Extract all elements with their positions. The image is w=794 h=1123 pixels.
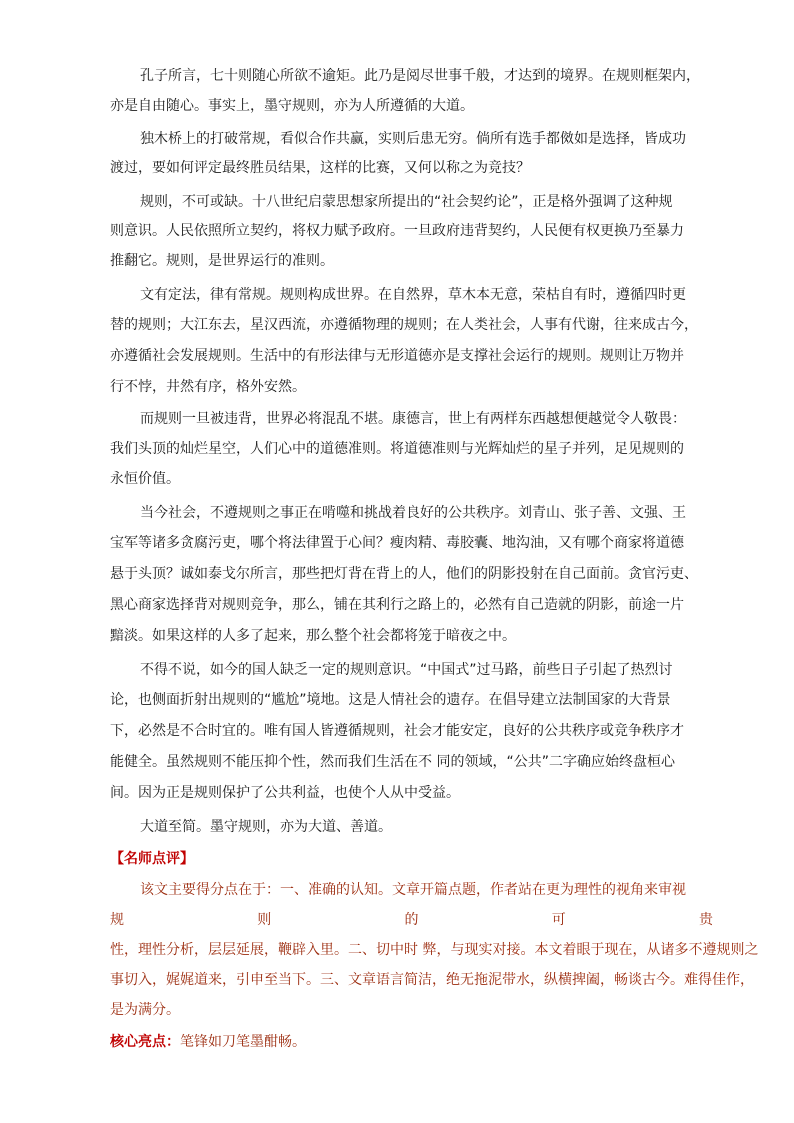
highlight-line — [110, 1032, 306, 1052]
p3-line3: 推翻它。规则，是世界运行的准则。 — [110, 253, 334, 269]
comment-line2-char: 可 — [551, 912, 566, 928]
p6-line5: 黯淡。如果这样的人多了起来，那么整个社会都将笼于暗夜之中。 — [110, 628, 516, 644]
comment-line3: 性，理性分析，层层延展，鞭辟入里。二、切中时 弊，与现实对接。本文着眼于现在，从诸多不遵规则之 — [110, 942, 759, 958]
p4-line1: 文有定法，律有常规。规则构成世界。在自然界，草木本无意，荣枯自有时，遵循四时更 — [140, 287, 686, 303]
comment-line5: 是为满分。 — [110, 1002, 180, 1018]
comment-line2-char: 则 — [257, 912, 272, 928]
comment-line2 — [110, 910, 713, 930]
p8-line1: 大道至简。墨守规则，亦为大道、善道。 — [140, 819, 392, 835]
comment-line2-char: 的 — [404, 912, 419, 928]
p6-line3: 悬于头顶？诚如泰戈尔所言，那些把灯背在背上的人，他们的阴影投射在自己面前。贪官污吏、 — [110, 566, 698, 582]
highlight-text: 笔锋如刀笔墨酣畅。 — [180, 1034, 306, 1050]
comment-line2-char: 规 — [110, 912, 124, 928]
p3-line2: 则意识。人民依照所立契约，将权力赋予政府。一旦政府违背契约，人民便有权更换乃至暴力 — [110, 223, 684, 239]
p5-line3: 永恒价值。 — [110, 471, 180, 487]
p6-line1: 当今社会，不遵规则之事正在啃噬和挑战着良好的公共秩序。刘青山、张子善、文强、王 — [140, 505, 686, 521]
p2-line2: 渡过，要如何评定最终胜员结果，这样的比赛，又何以称之为竞技？ — [110, 160, 530, 176]
p4-line3: 亦遵循社会发展规则。生活中的有形法律与无形道德亦是支撑社会运行的规则。规则让万物并 — [110, 348, 684, 364]
p2-line1: 独木桥上的打破常规，看似合作共赢，实则后患无穷。倘所有选手都傚如是选择，皆成功 — [140, 131, 686, 147]
p3-line1: 规则，不可或缺。十八世纪启蒙思想家所提出的“社会契约论”，正是格外强调了这种规 — [140, 194, 673, 210]
p4-line2: 替的规则；大江东去，星汉西流，亦遵循物理的规则；在人类社会，人事有代谢，往来成古今， — [110, 317, 698, 333]
comment-line1: 该文主要得分点在于：一、准确的认知。文章开篇点题，作者站在更为理性的视角来审视 — [140, 882, 686, 898]
p7-line4: 能健全。虽然规则不能压抑个性，然而我们生活在不 同的领域，“公共”二字确应始终盘桓心 — [110, 754, 675, 770]
comment-line2-char: 贵 — [699, 912, 713, 928]
p7-line5: 间。因为正是规则保护了公共利益，也使个人从中受益。 — [110, 785, 460, 801]
comment-heading: 【名师点评】 — [110, 851, 194, 867]
p1-line2: 亦是自由随心。事实上，墨守规则，亦为人所遵循的大道。 — [110, 98, 474, 114]
p7-line1: 不得不说，如今的国人缺乏一定的规则意识。“中国式”过马路，前些日子引起了热烈讨 — [140, 662, 673, 678]
p4-line4: 行不悖，井然有序，格外安然。 — [110, 379, 306, 395]
comment-line4: 事切入，娓娓道来，引申至当下。三、文章语言简洁，绝无拖泥带水，纵横捭阖，畅谈古今。难得佳作， — [110, 972, 754, 988]
p6-line2: 宝军等诸多贪腐污吏，哪个将法律置于心间？瘦肉精、毒胶囊、地沟油，又有哪个商家将道德 — [110, 535, 684, 551]
p1-line1: 孔子所言，七十则随心所欲不逾矩。此乃是阅尽世事千般，才达到的境界。在规则框架内， — [140, 68, 700, 84]
p5-line1: 而规则一旦被违背，世界必将混乱不堪。康德言，世上有两样东西越想便越觉令人敬畏： — [140, 411, 686, 427]
p7-line3: 下，必然是不合时宜的。唯有国人皆遵循规则，社会才能安定，良好的公共秩序或竞争秩序才 — [110, 723, 684, 739]
p6-line4: 黑心商家选择背对规则竞争，那么，铺在其利行之路上的，必然有自己造就的阴影，前途一片 — [110, 597, 684, 613]
p5-line2: 我们头顶的灿烂星空，人们心中的道德准则。将道德准则与光辉灿烂的星子并列，足见规则的 — [110, 441, 684, 457]
highlight-label: 核心亮点： — [110, 1034, 180, 1050]
p7-line2: 论，也侧面折射出规则的“尴尬”境地。这是人情社会的遗存。在倡导建立法制国家的大背景 — [110, 692, 671, 708]
